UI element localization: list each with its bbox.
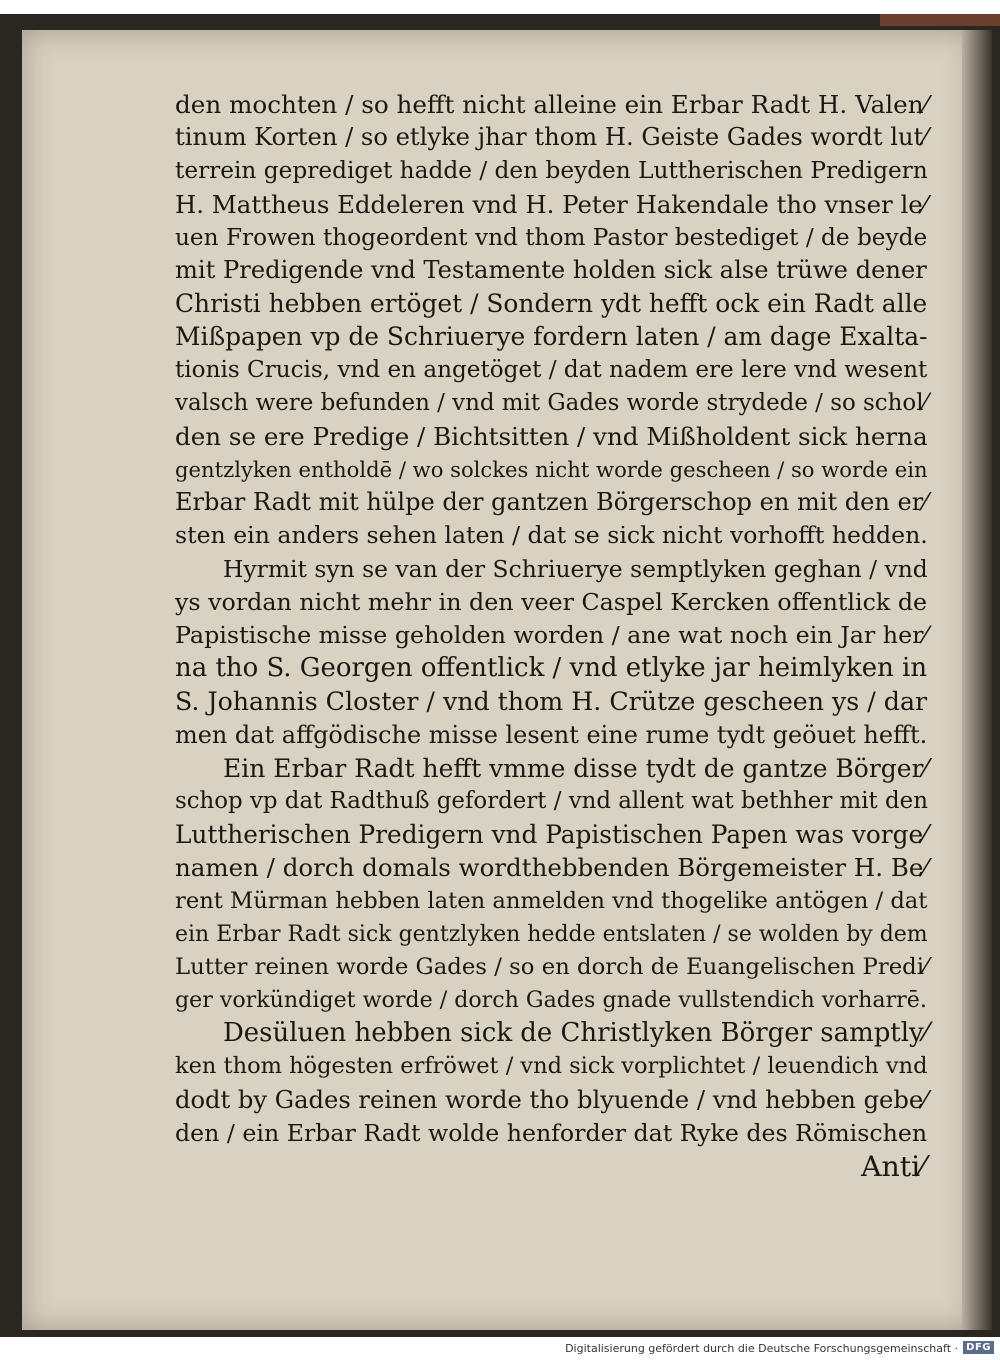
- text-line: terrein geprediget hadde / den beyden Luttherischen Predigern: [175, 157, 928, 185]
- text-line: Erbar Radt mit hülpe der gantzen Börgerschop en mit den er⁄: [175, 488, 928, 517]
- text-line: Hyrmit syn se van der Schriuerye semptlyken geghan / vnd: [223, 554, 928, 583]
- text-line: gentzlyken entholdē / wo solckes nicht worde gescheen / so worde ein: [175, 457, 928, 483]
- text-line: rent Mürman hebben laten anmelden vnd thogelike antögen / dat: [175, 887, 928, 914]
- dfg-logo-icon: DFG: [963, 1341, 994, 1354]
- text-line: Desüluen hebben sick de Christlyken Börger samptly⁄: [223, 1018, 929, 1049]
- text-line: S. Johannis Closter / vnd thom H. Crütze gescheen ys / dar: [175, 687, 928, 717]
- text-line: den mochten / so hefft nicht alleine ein Erbar Radt H. Valen⁄: [175, 90, 928, 119]
- page-text-block: [175, 88, 935, 1183]
- scan-edge-strip: [880, 14, 1000, 26]
- text-line: Mißpapen vp de Schriuerye fordern laten / am dage Exalta-: [175, 322, 928, 352]
- text-line: schop vp dat Radthuß gefordert / vnd allent wat bethher mit den: [175, 787, 928, 814]
- text-line: sten ein anders sehen laten / dat se sick nicht vorhofft hedden.: [175, 521, 928, 550]
- text-line: Papistische misse geholden worden / ane wat noch ein Jar her⁄: [175, 621, 928, 649]
- text-line: namen / dorch domals wordthebbenden Börgemeister H. Be⁄: [175, 853, 928, 883]
- footer-bar: [0, 1338, 1000, 1360]
- text-line: men dat affgödische misse lesent eine rume tydt geöuet hefft.: [175, 720, 928, 749]
- text-line: dodt by Gades reinen worde tho blyuende / vnd hebben gebe⁄: [175, 1085, 928, 1114]
- page-gutter-shadow: [962, 30, 992, 1330]
- text-line: ys vordan nicht mehr in den veer Caspel Kercken offentlick de: [175, 587, 928, 616]
- text-line: tionis Crucis, vnd en angetöget / dat nadem ere lere vnd wesent: [175, 356, 928, 383]
- text-line: H. Mattheus Eddeleren vnd H. Peter Hakendale tho vnser le⁄: [175, 189, 927, 219]
- text-line: den / ein Erbar Radt wolde henforder dat Ryke des Römischen: [175, 1118, 928, 1147]
- text-line: ger vorkündiget worde / dorch Gades gnade vullstendich vorharrē.: [175, 987, 927, 1014]
- text-line: Christi hebben ertöget / Sondern ydt hefft ock ein Radt alle: [175, 289, 928, 319]
- text-line: na tho S. Georgen offentlick / vnd etlyke jar heimlyken in: [175, 653, 928, 684]
- text-line: den se ere Predige / Bichtsitten / vnd Mißholdent sick herna: [175, 421, 928, 451]
- text-line: uen Frowen thogeordent vnd thom Pastor bestediget / de beyde: [175, 223, 928, 251]
- footer-credit-text: Digitalisierung gefördert durch die Deutsche Forschungsgemeinschaft ·: [565, 1342, 958, 1355]
- text-line: Ein Erbar Radt hefft vmme disse tydt de gantze Börger⁄: [223, 753, 928, 783]
- text-line: valsch were befunden / vnd mit Gades worde strydede / so schol⁄: [175, 389, 928, 416]
- text-line: ein Erbar Radt sick gentzlyken hedde entslaten / se wolden by dem: [175, 921, 928, 947]
- catchword: Anti⁄: [860, 1150, 925, 1183]
- text-line: Luttherischen Predigern vnd Papistischen Papen was vorge⁄: [175, 820, 928, 850]
- text-line: Lutter reinen worde Gades / so en dorch de Euangelischen Predi⁄: [175, 953, 928, 980]
- text-line: mit Predigende vnd Testamente holden sick alse trüwe dener: [175, 255, 927, 284]
- text-line: ken thom högesten erfröwet / vnd sick vorplichtet / leuendich vnd: [175, 1053, 928, 1080]
- text-line: tinum Korten / so etlyke jhar thom H. Geiste Gades wordt lut⁄: [175, 123, 928, 152]
